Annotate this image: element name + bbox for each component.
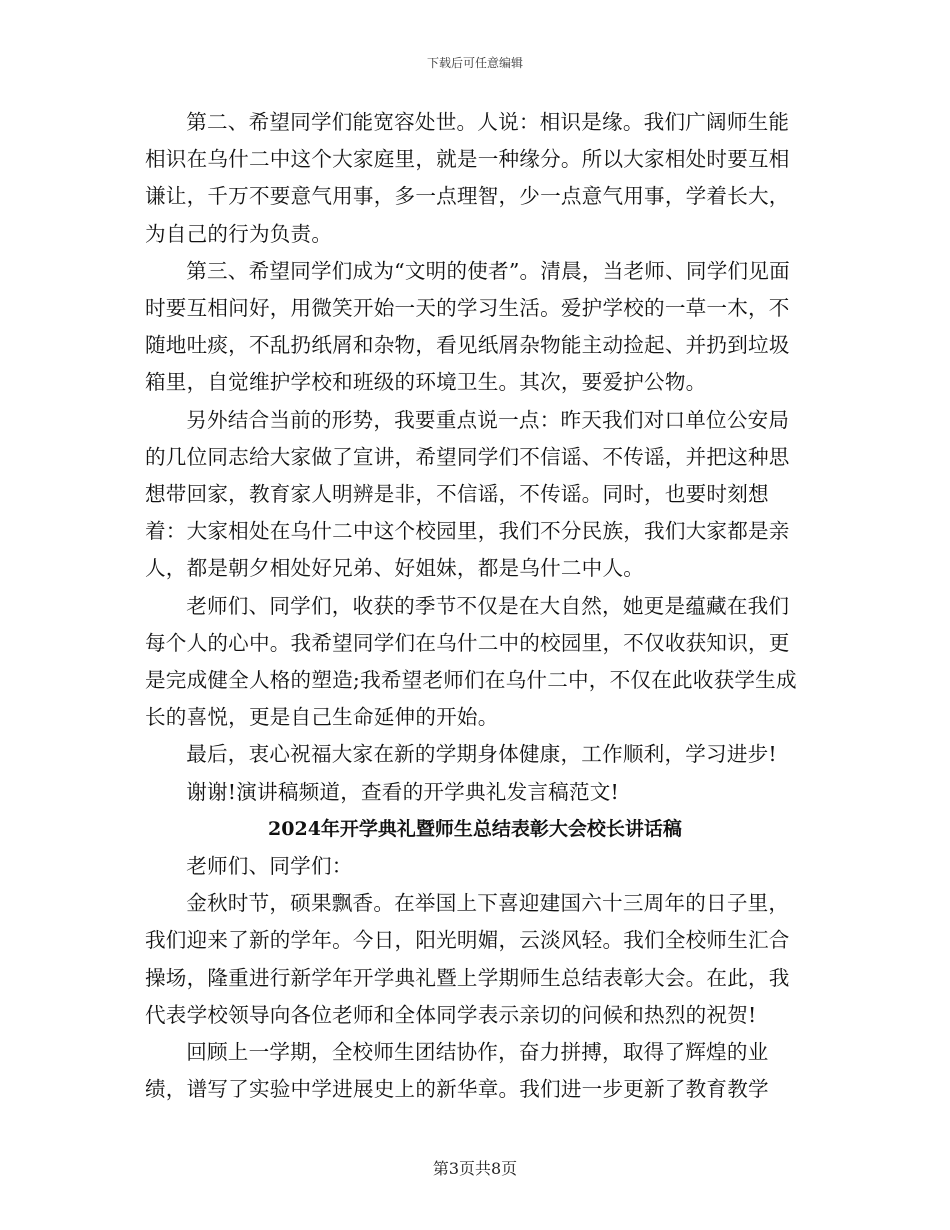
page-header: 下载后可任意编辑 xyxy=(426,56,523,70)
paragraph: 另外结合当前的形势，我要重点说一点：昨天我们对口单位公安局的几位同志给大家做了宣讲，希望同学们不信谣、不传谣，并把这种思想带回家，教育家人明辨是非，不信谣，不传谣。同时，也要时刻想着：大家相处在乌什二中这个校园里，我们不分民族，我们大家都是亲人，都是朝夕相处好兄弟、好姐妹，都是乌什二中人。 xyxy=(145,407,790,581)
salutation: 老师们、同学们： xyxy=(186,854,353,879)
page-number: 第3页共8页 xyxy=(432,1159,518,1178)
paragraph: 谢谢!演讲稿频道，查看的开学典礼发言稿范文! xyxy=(186,779,620,804)
document-body xyxy=(145,104,805,1108)
paragraph: 第三、希望同学们成为“文明的使者”。清晨，当老师、同学们见面时要互相问好，用微笑开始一天的学习生活。爱护学校的一草一木，不随地吐痰，不乱扔纸屑和杂物，看见纸屑杂物能主动捡起、并扔到垃圾箱里，自觉维护学校和班级的环境卫生。其次，要爱护公物。 xyxy=(145,258,790,395)
paragraph: 金秋时节，硕果飘香。在举国上下喜迎建国六十三周年的日子里，我们迎来了新的学年。今日，阳光明媚，云淡风轻。我们全校师生汇合操场，隆重进行新学年开学典礼暨上学期师生总结表彰大会。在此，我代表学校领导向各位老师和全体同学表示亲切的问候和热烈的祝贺! xyxy=(145,891,790,1027)
paragraph: 回顾上一学期，全校师生团结协作，奋力拼搏，取得了辉煌的业绩，谱写了实验中学进展史上的新华章。我们进一步更新了教育教学 xyxy=(145,1040,769,1102)
paragraph: 老师们、同学们，收获的季节不仅是在大自然，她更是蕴藏在我们每个人的心中。我希望同学们在乌什二中的校园里，不仅收获知识，更是完成健全人格的塑造;我希望老师们在乌什二中，不仅在此收获学生成长的喜悦，更是自己生命延伸的开始。 xyxy=(145,593,797,730)
section-title: 2024年开学典礼暨师生总结表彰大会校长讲话稿 xyxy=(268,817,682,840)
paragraph: 第二、希望同学们能宽容处世。人说：相识是缘。我们广阔师生能相识在乌什二中这个大家庭里，就是一种缘分。所以大家相处时要互相谦让，千万不要意气用事，多一点理智，少一点意气用事，学着长大，为自己的行为负责。 xyxy=(145,110,790,246)
paragraph: 最后，衷心祝福大家在新的学期身体健康，工作顺利，学习进步! xyxy=(186,742,777,767)
